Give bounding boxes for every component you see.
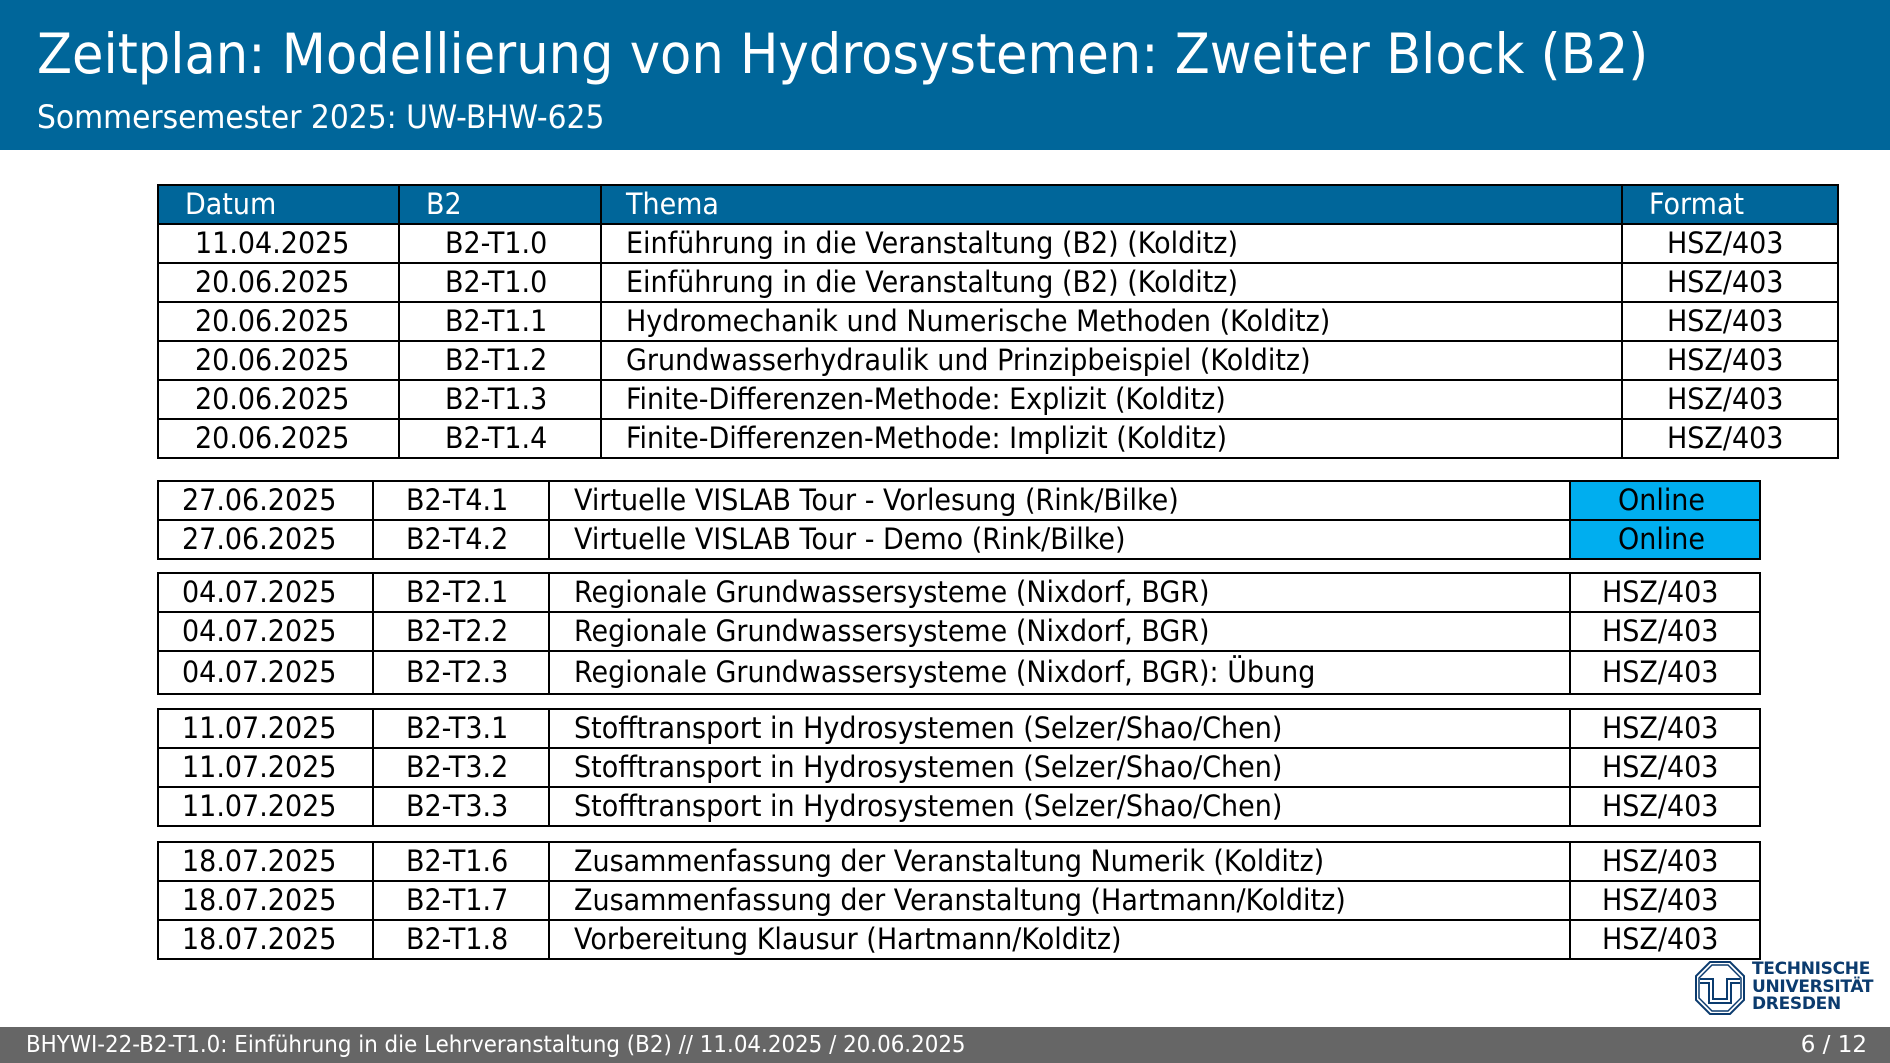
date-cell: [158, 341, 399, 380]
topic-cell: [601, 419, 1622, 458]
tu-dresden-octagon-icon: [1695, 961, 1745, 1015]
code-cell-text: B2-T1.6: [406, 844, 509, 878]
date-cell-text: 11.04.2025: [195, 226, 350, 260]
topic-cell-text: Einführung in die Veranstaltung (B2) (Kolditz): [626, 265, 1238, 299]
topic-cell: [549, 709, 1570, 748]
code-cell-text: B2-T1.0: [445, 265, 548, 299]
code-cell: [399, 419, 601, 458]
footer-title: BHYWI-22-B2-T1.0: Einführung in die Lehrveranstaltung (B2) // 11.04.2025 / 20.06.2025: [26, 1032, 966, 1058]
date-cell: [158, 842, 373, 881]
code-cell: [373, 881, 549, 920]
format-cell: [1570, 881, 1760, 920]
topic-cell-text: Vorbereitung Klausur (Hartmann/Kolditz): [574, 922, 1122, 956]
topic-cell-text: Regionale Grundwassersysteme (Nixdorf, BGR): [574, 614, 1210, 648]
format-cell: [1570, 787, 1760, 826]
topic-cell-text: Zusammenfassung der Veranstaltung Numerik (Kolditz): [574, 844, 1325, 878]
format-cell-text: HSZ/403: [1667, 226, 1784, 260]
format-cell-text: HSZ/403: [1602, 844, 1719, 878]
code-cell-text: B2-T1.2: [445, 343, 548, 377]
code-cell-text: B2-T2.1: [406, 575, 509, 609]
format-cell-text: HSZ/403: [1602, 750, 1719, 784]
code-cell-text: B2-T3.2: [406, 750, 509, 784]
topic-cell: [549, 842, 1570, 881]
code-cell: [399, 263, 601, 302]
code-cell-text: B2-T1.3: [445, 382, 548, 416]
date-cell-text: 04.07.2025: [182, 655, 337, 689]
format-cell: [1570, 920, 1760, 959]
schedule-group-5: [157, 841, 1761, 960]
code-cell: [373, 709, 549, 748]
code-cell: [373, 748, 549, 787]
date-cell: [158, 573, 373, 612]
topic-cell: [549, 881, 1570, 920]
code-cell-text: B2-T3.1: [406, 711, 509, 745]
format-cell: [1622, 341, 1838, 380]
tu-dresden-logo: [1695, 961, 1875, 1015]
date-cell-text: 18.07.2025: [182, 844, 337, 878]
topic-cell-text: Grundwasserhydraulik und Prinzipbeispiel (Kolditz): [626, 343, 1311, 377]
format-cell-text: HSZ/403: [1667, 421, 1784, 455]
table-row: [158, 748, 1760, 787]
format-cell-text: HSZ/403: [1602, 614, 1719, 648]
code-cell-text: B2-T1.4: [445, 421, 548, 455]
format-cell-text: HSZ/403: [1667, 265, 1784, 299]
format-cell: [1622, 302, 1838, 341]
code-cell-text: B2-T2.3: [406, 655, 509, 689]
date-cell: [158, 380, 399, 419]
format-cell: [1570, 612, 1760, 651]
schedule-group-2: [157, 480, 1761, 560]
slide-subtitle: Sommersemester 2025: UW-BHW-625: [37, 98, 605, 136]
date-cell-text: 11.07.2025: [182, 789, 337, 823]
topic-cell: [601, 380, 1622, 419]
date-cell-text: 11.07.2025: [182, 750, 337, 784]
code-cell: [399, 380, 601, 419]
topic-cell: [601, 224, 1622, 263]
format-cell: [1622, 224, 1838, 263]
table-row: [158, 520, 1760, 559]
code-cell: [373, 520, 549, 559]
code-cell-text: B2-T4.2: [406, 522, 509, 556]
header-thema: [601, 185, 1622, 224]
column-label: B2: [426, 187, 462, 221]
header-format: [1622, 185, 1838, 224]
date-cell: [158, 787, 373, 826]
schedule-group-1: [157, 184, 1839, 459]
slide-footer: [0, 1027, 1890, 1063]
table-row: [158, 302, 1838, 341]
date-cell-text: 04.07.2025: [182, 575, 337, 609]
date-cell-text: 18.07.2025: [182, 922, 337, 956]
date-cell: [158, 748, 373, 787]
topic-cell-text: Stofftransport in Hydrosystemen (Selzer/Shao/Chen): [574, 711, 1283, 745]
table-row: [158, 481, 1760, 520]
topic-cell: [549, 573, 1570, 612]
format-cell-text: HSZ/403: [1602, 922, 1719, 956]
page-number: 6 / 12: [1800, 1032, 1867, 1058]
code-cell: [399, 341, 601, 380]
slide-header: [0, 0, 1890, 150]
date-cell: [158, 612, 373, 651]
schedule-group-3: [157, 572, 1761, 695]
topic-cell: [549, 748, 1570, 787]
code-cell-text: B2-T4.1: [406, 483, 509, 517]
format-cell-text: HSZ/403: [1602, 575, 1719, 609]
code-cell-text: B2-T1.8: [406, 922, 509, 956]
header-datum: [158, 185, 399, 224]
date-cell-text: 27.06.2025: [182, 522, 337, 556]
code-cell: [399, 302, 601, 341]
table-row: [158, 224, 1838, 263]
date-cell-text: 11.07.2025: [182, 711, 337, 745]
format-cell-text: HSZ/403: [1667, 382, 1784, 416]
topic-cell-text: Regionale Grundwassersysteme (Nixdorf, BGR): Übung: [574, 655, 1316, 689]
format-cell: [1570, 748, 1760, 787]
code-cell: [373, 481, 549, 520]
topic-cell-text: Regionale Grundwassersysteme (Nixdorf, BGR): [574, 575, 1210, 609]
code-cell-text: B2-T2.2: [406, 614, 509, 648]
date-cell: [158, 224, 399, 263]
format-cell-text: Online: [1618, 522, 1706, 556]
date-cell: [158, 520, 373, 559]
table-row: [158, 612, 1760, 651]
table-row: [158, 263, 1838, 302]
code-cell: [373, 612, 549, 651]
table-row: [158, 842, 1760, 881]
date-cell: [158, 920, 373, 959]
topic-cell-text: Virtuelle VISLAB Tour - Vorlesung (Rink/Bilke): [574, 483, 1179, 517]
code-cell: [399, 224, 601, 263]
table-row: [158, 709, 1760, 748]
column-label: Thema: [626, 187, 719, 221]
topic-cell-text: Zusammenfassung der Veranstaltung (Hartmann/Kolditz): [574, 883, 1346, 917]
logo-line-2: UNIVERSITÄT: [1752, 976, 1874, 997]
code-cell: [373, 573, 549, 612]
table-row: [158, 881, 1760, 920]
format-cell-text: Online: [1618, 483, 1706, 517]
topic-cell: [549, 520, 1570, 559]
topic-cell: [549, 612, 1570, 651]
table-row: [158, 787, 1760, 826]
date-cell-text: 04.07.2025: [182, 614, 337, 648]
format-cell-text: HSZ/403: [1602, 883, 1719, 917]
topic-cell-text: Finite-Differenzen-Methode: Explizit (Kolditz): [626, 382, 1226, 416]
logo-line-3: DRESDEN: [1752, 994, 1841, 1014]
logo-text: [1752, 961, 1873, 1014]
date-cell-text: 20.06.2025: [195, 421, 350, 455]
table-header-row: [158, 185, 1838, 224]
format-cell-text: HSZ/403: [1602, 789, 1719, 823]
topic-cell: [601, 341, 1622, 380]
schedule-group-4: [157, 708, 1761, 827]
code-cell: [373, 651, 549, 694]
format-cell-text: HSZ/403: [1667, 343, 1784, 377]
code-cell: [373, 787, 549, 826]
date-cell-text: 20.06.2025: [195, 304, 350, 338]
code-cell-text: B2-T1.1: [445, 304, 548, 338]
format-cell-text: HSZ/403: [1667, 304, 1784, 338]
format-cell: [1570, 573, 1760, 612]
table-row: [158, 341, 1838, 380]
date-cell-text: 18.07.2025: [182, 883, 337, 917]
slide-title: Zeitplan: Modellierung von Hydrosystemen: Zweiter Block (B2): [37, 22, 1649, 86]
topic-cell-text: Finite-Differenzen-Methode: Implizit (Kolditz): [626, 421, 1227, 455]
date-cell: [158, 881, 373, 920]
table-row: [158, 651, 1760, 694]
date-cell: [158, 651, 373, 694]
table-row: [158, 380, 1838, 419]
date-cell-text: 20.06.2025: [195, 265, 350, 299]
date-cell: [158, 709, 373, 748]
table-row: [158, 419, 1838, 458]
format-cell: [1570, 651, 1760, 694]
topic-cell: [601, 302, 1622, 341]
table-row: [158, 920, 1760, 959]
code-cell: [373, 842, 549, 881]
column-label: Datum: [185, 187, 277, 221]
date-cell: [158, 302, 399, 341]
date-cell: [158, 419, 399, 458]
topic-cell-text: Einführung in die Veranstaltung (B2) (Kolditz): [626, 226, 1238, 260]
format-cell: [1570, 709, 1760, 748]
date-cell-text: 27.06.2025: [182, 483, 337, 517]
format-cell: [1570, 842, 1760, 881]
format-cell-text: HSZ/403: [1602, 655, 1719, 689]
topic-cell: [549, 787, 1570, 826]
date-cell: [158, 481, 373, 520]
format-cell: [1570, 520, 1760, 559]
logo-line-1: TECHNISCHE: [1752, 959, 1871, 979]
header-b2: [399, 185, 601, 224]
topic-cell-text: Stofftransport in Hydrosystemen (Selzer/Shao/Chen): [574, 789, 1283, 823]
format-cell-text: HSZ/403: [1602, 711, 1719, 745]
topic-cell-text: Stofftransport in Hydrosystemen (Selzer/Shao/Chen): [574, 750, 1283, 784]
date-cell-text: 20.06.2025: [195, 343, 350, 377]
topic-cell: [549, 651, 1570, 694]
code-cell-text: B2-T3.3: [406, 789, 509, 823]
format-cell: [1622, 263, 1838, 302]
topic-cell: [549, 920, 1570, 959]
date-cell-text: 20.06.2025: [195, 382, 350, 416]
code-cell-text: B2-T1.0: [445, 226, 548, 260]
format-cell: [1570, 481, 1760, 520]
topic-cell-text: Hydromechanik und Numerische Methoden (Kolditz): [626, 304, 1331, 338]
topic-cell: [601, 263, 1622, 302]
code-cell-text: B2-T1.7: [406, 883, 509, 917]
topic-cell-text: Virtuelle VISLAB Tour - Demo (Rink/Bilke): [574, 522, 1126, 556]
format-cell: [1622, 380, 1838, 419]
code-cell: [373, 920, 549, 959]
table-row: [158, 573, 1760, 612]
topic-cell: [549, 481, 1570, 520]
format-cell: [1622, 419, 1838, 458]
date-cell: [158, 263, 399, 302]
column-label: Format: [1649, 187, 1745, 221]
